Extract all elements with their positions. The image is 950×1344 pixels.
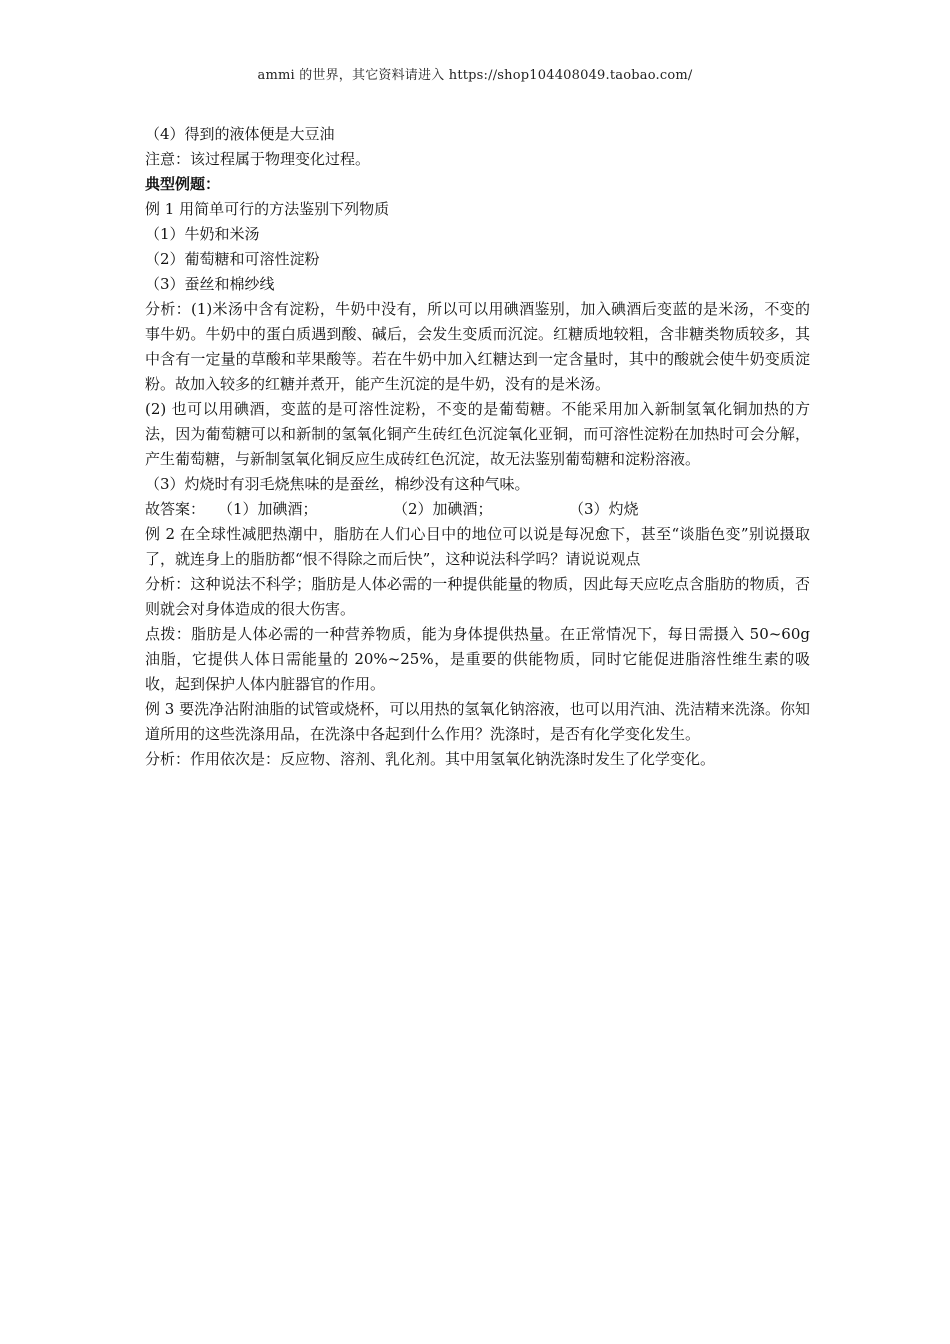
note-text: 注意：该过程属于物理变化过程。 (145, 150, 371, 168)
example-2-question: 例 2 在全球性减肥热潮中，脂肪在人们心目中的地位可以说是每况愈下，甚至“谈脂色变”别说摄取了，就连身上的脂肪都“恨不得除之而后快”，这种说法科学吗？请说说观点 (145, 525, 810, 568)
answer-item: （2）加碘酒； (393, 500, 493, 518)
example-1-analysis-1: 分析：(1)米汤中含有淀粉，牛奶中没有，所以可以用碘酒鉴别，加入碘酒后变蓝的是米汤，不变的事牛奶。牛奶中的蛋白质遇到酸、碱后，会发生变质而沉淀。红糖质地较粗，含非糖类物质较多，其中含有一定量的草酸和苹果酸等。若在牛奶中加入红糖达到一定含量时，其中的酸就会使牛奶变质淀粉。故加入较多的红糖并煮开，能产生沉淀的是牛奶，没有的是米汤。 (145, 300, 810, 393)
answer-item: （1）加碘酒； (218, 500, 318, 518)
example-3-question: 例 3 要洗净沾附油脂的试管或烧杯，可以用热的氢氧化钠溶液，也可以用汽油、洗洁精来洗涤。你知道所用的这些洗涤用品，在洗涤中各起到什么作用？洗涤时，是否有化学变化发生。 (145, 700, 810, 743)
document-body (145, 122, 810, 772)
example-1-item: （3）蚕丝和棉纱线 (145, 275, 275, 293)
example-3-analysis: 分析：作用依次是：反应物、溶剂、乳化剂。其中用氢氧化钠洗涤时发生了化学变化。 (145, 750, 716, 768)
answer-item: （3）灼烧 (569, 500, 639, 518)
answer-label: 故答案： (145, 500, 206, 518)
example-1-item: （1）牛奶和米汤 (145, 225, 260, 243)
section-title: 典型例题： (145, 175, 221, 193)
example-2-tip: 点拨：脂肪是人体必需的一种营养物质，能为身体提供热量。在正常情况下，每日需摄入 50~60g 油脂，它提供人体日需能量的 20%~25%，是重要的供能物质，同时它能促进脂溶性维生素的吸收，起到保护人体内脏器官的作用。 (145, 625, 810, 693)
page-header: ammi 的世界，其它资料请进入 https://shop104408049.taobao.com/ (257, 68, 693, 83)
example-1-answer-row (145, 497, 810, 522)
example-1-question: 例 1 用简单可行的方法鉴别下列物质 (145, 200, 390, 218)
example-1-analysis-2: (2) 也可以用碘酒，变蓝的是可溶性淀粉，不变的是葡萄糖。不能采用加入新制氢氧化铜加热的方法，因为葡萄糖可以和新制的氢氧化铜产生砖红色沉淀氧化亚铜，而可溶性淀粉在加热时可会分解，产生葡萄糖，与新制氢氧化铜反应生成砖红色沉淀，故无法鉴别葡萄糖和淀粉溶液。 (145, 400, 810, 468)
example-1-analysis-3: （3）灼烧时有羽毛烧焦味的是蚕丝，棉纱没有这种气味。 (145, 475, 530, 493)
step-4-text: （4）得到的液体便是大豆油 (145, 125, 335, 143)
example-2-analysis: 分析：这种说法不科学；脂肪是人体必需的一种提供能量的物质，因此每天应吃点含脂肪的物质，否则就会对身体造成的很大伤害。 (145, 575, 810, 618)
example-1-item: （2）葡萄糖和可溶性淀粉 (145, 250, 320, 268)
